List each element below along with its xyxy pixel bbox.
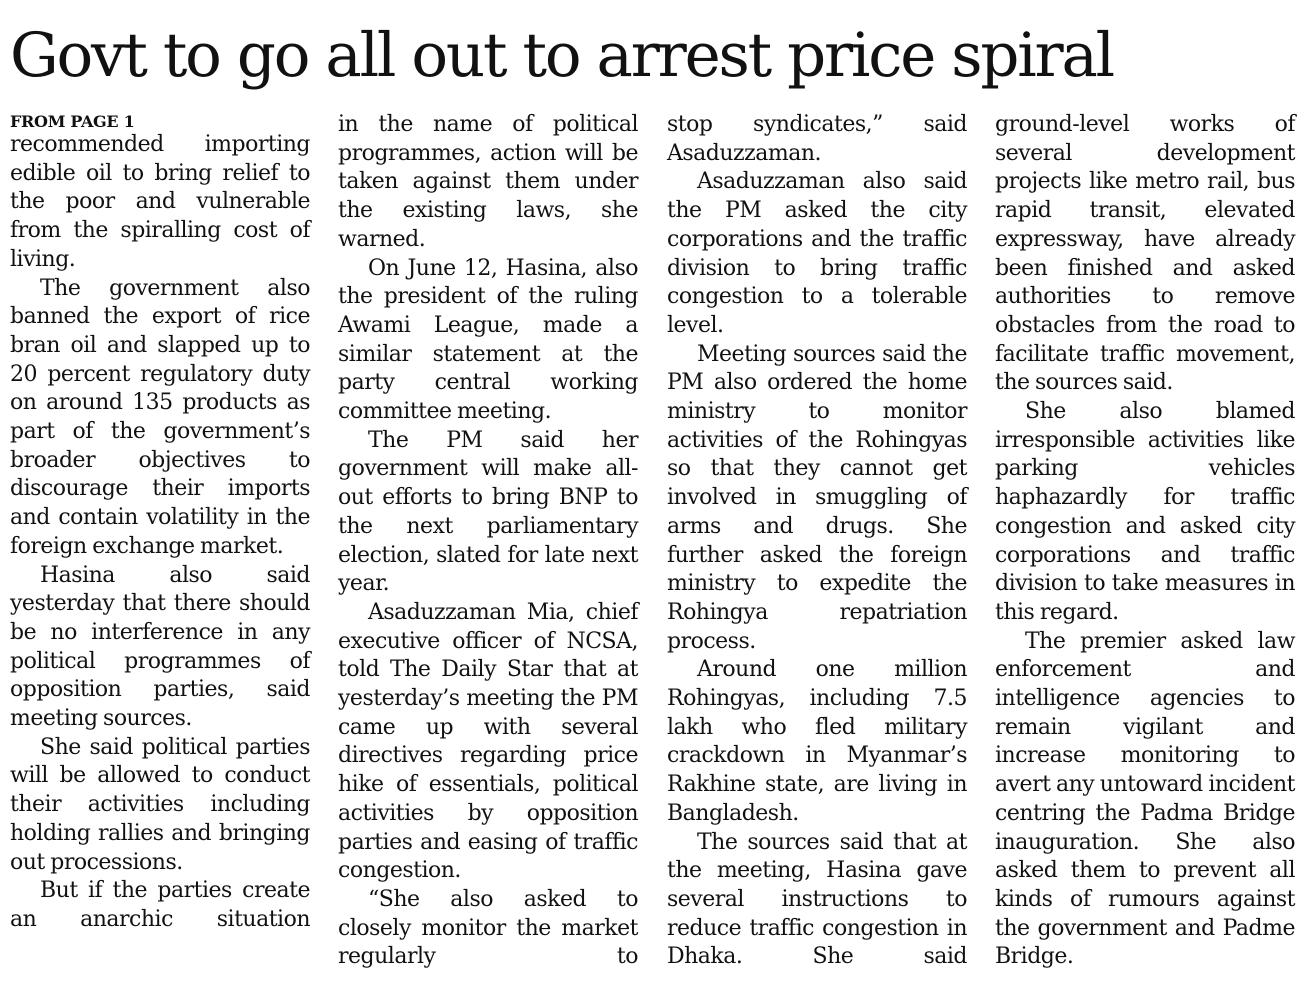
paragraph: in the name of political programmes, action will be taken against them under the existing laws, she warned.	[338, 112, 638, 252]
paragraph: recommended importing edible oil to bring relief to the poor and vulnerable from the spiralling cost of living.	[10, 132, 310, 272]
kicker-from-page-1: FROM PAGE 1	[10, 112, 135, 131]
paragraph: But if the parties create an anarchic situation	[10, 878, 310, 932]
paragraph: ground-level works of several development projects like metro rail, bus rapid transit, elevated expressway, have already been finished and asked authorities to remove obstacles from the road to facilitate traffic movement, the sources said.	[995, 112, 1295, 396]
paragraph: stop syndicates,” said Asaduzzaman.	[667, 112, 967, 166]
paragraph: She said political parties will be allowed to conduct their activities including holding rallies and bringing out processions.	[10, 734, 310, 875]
article-column-4	[995, 111, 1295, 972]
paragraph: On June 12, Hasina, also the president of the ruling Awami League, made a similar statement at the party central working committee meeting.	[338, 255, 638, 425]
paragraph: Around one million Rohingyas, including 7.5 lakh who fled military crackdown in Myanmar’s Rakhine state, are living in Bangladesh.	[667, 657, 967, 826]
paragraph: The PM said her government will make all-out efforts to bring BNP to the next parliamentary election, slated for late next year.	[338, 427, 638, 597]
paragraph: The government also banned the export of rice bran oil and slapped up to 20 percent regulatory duty on around 135 products as part of the government’s broader objectives to discourage their imports and contain volatility in the foreign exchange market.	[10, 275, 310, 559]
paragraph: The premier asked law enforcement and intelligence agencies to remain vigilant and increase monitoring to avert any untoward incident centring the Padma Bridge inauguration. She also asked them to prevent all kinds of rumours against the government and Padme Bridge.	[995, 628, 1295, 970]
paragraph: She also blamed irresponsible activities like parking vehicles haphazardly for traffic congestion and asked city corporations and traffic division to take measures in this regard.	[995, 399, 1295, 625]
article-column-2	[338, 111, 638, 972]
paragraph: Asaduzzaman Mia, chief executive officer of NCSA, told The Daily Star that at yesterday’s meeting the PM came up with several directives regarding price hike of essentials, political activities by opposition parties and easing of traffic congestion.	[338, 599, 638, 884]
paragraph: Asaduzzaman also said the PM asked the city corporations and the traffic division to bring traffic congestion to a tolerable level.	[667, 169, 967, 338]
paragraph: Meeting sources said the PM also ordered the home ministry to monitor activities of the Rohingyas so that they cannot get involved in smuggling of arms and drugs. She further asked the foreign ministry to expedite the Rohingya repatriation process.	[667, 341, 967, 654]
paragraph: The sources said that at the meeting, Hasina gave several instructions to reduce traffic congestion in Dhaka. She said	[667, 829, 967, 970]
article-column-1	[10, 111, 310, 935]
paragraph: “She also asked to closely monitor the market regularly to	[338, 886, 638, 970]
article-column-3	[667, 111, 967, 972]
paragraph: Hasina also said yesterday that there should be no interference in any political programmes of opposition parties, said meeting sources.	[10, 562, 310, 732]
headline: Govt to go all out to arrest price spiral	[10, 20, 1113, 91]
